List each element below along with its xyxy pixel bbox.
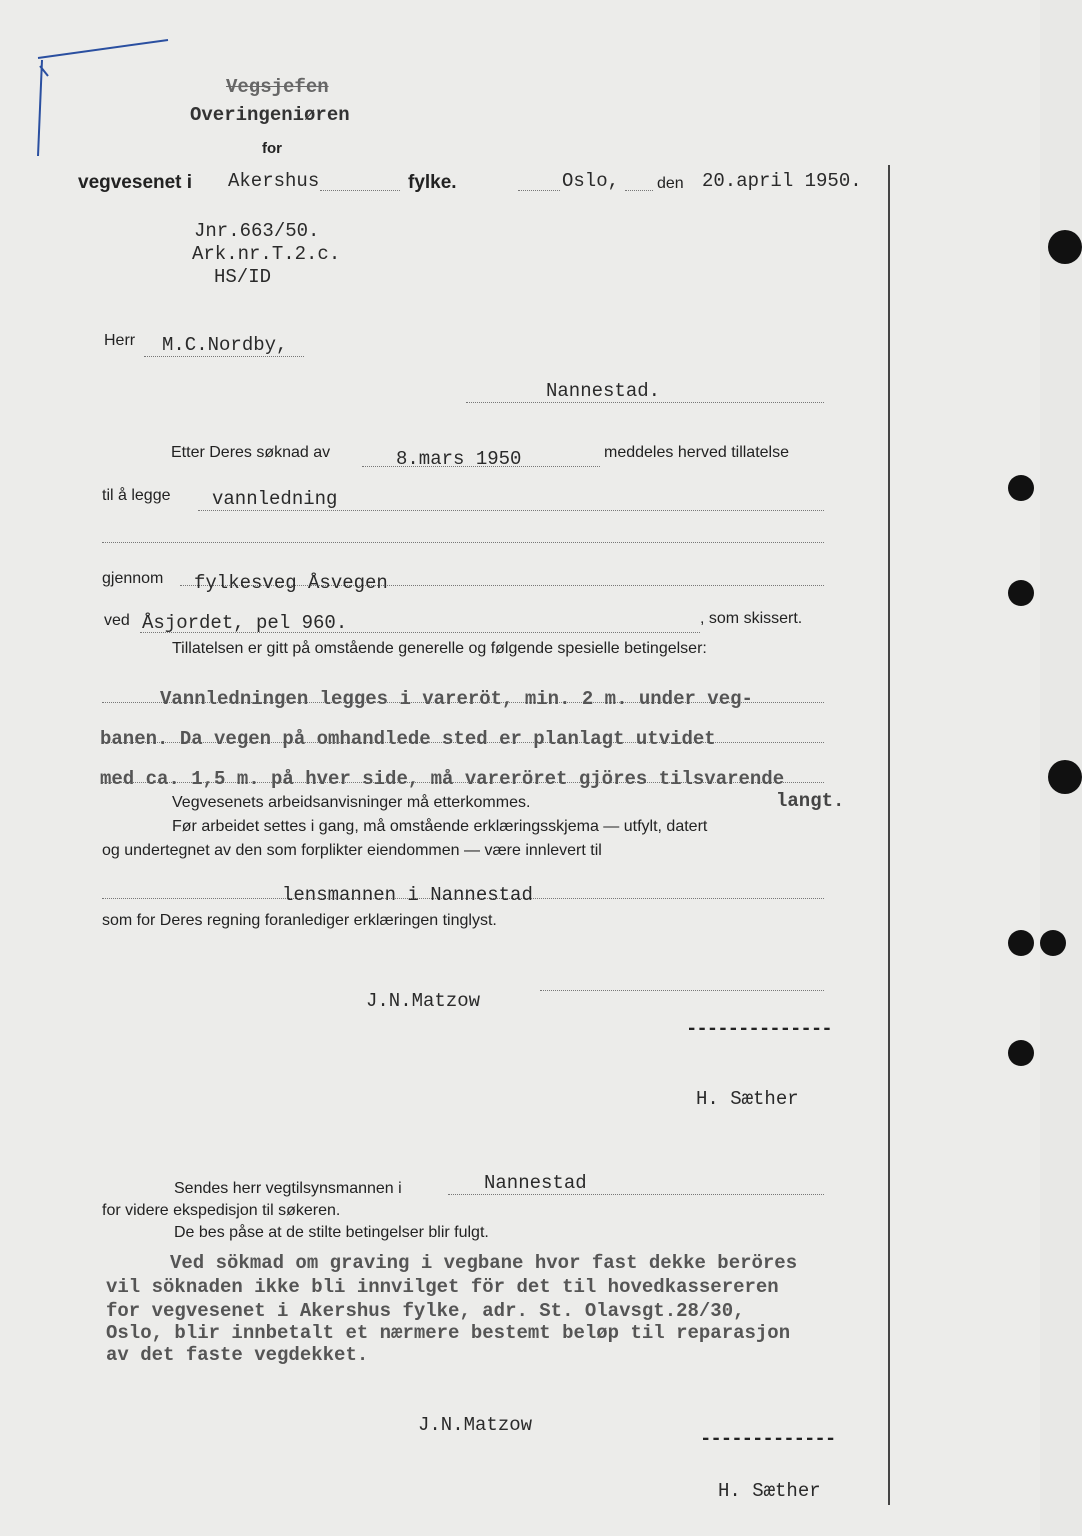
punch-hole-2 — [1008, 580, 1034, 606]
margin-line — [888, 165, 890, 1505]
recipient-place: Nannestad. — [546, 380, 661, 402]
sig1-name: J.N.Matzow — [366, 990, 481, 1012]
gjennom-label: gjennom — [102, 570, 164, 587]
work-dots-2 — [102, 542, 824, 543]
county-dots — [320, 190, 400, 191]
sig1-name2: H. Sæther — [696, 1088, 799, 1110]
district-dots — [448, 1194, 824, 1195]
sig2-dashes: ------------- — [700, 1428, 836, 1450]
place-dots — [518, 190, 560, 191]
meddeles-label: meddeles herved tillatelse — [604, 444, 789, 461]
sig1-dots — [540, 990, 824, 991]
punch-hole-7 — [1048, 760, 1082, 794]
place-dots-2 — [625, 190, 653, 191]
ark-nr: Ark.nr.T.2.c. — [192, 243, 341, 265]
sig2-name2: H. Sæther — [718, 1480, 821, 1502]
punch-hole-5 — [1008, 1040, 1034, 1066]
punch-hole-1 — [1008, 475, 1034, 501]
punch-hole-6 — [1048, 230, 1082, 264]
for-label: for — [262, 140, 282, 157]
sig2-name: J.N.Matzow — [418, 1414, 533, 1436]
county-value: Akershus — [228, 170, 320, 192]
vegvesenet-label: vegvesenet i — [78, 172, 193, 193]
registration: som for Deres regning foranlediger erklæringen tinglyst. — [102, 912, 497, 929]
work-dots — [198, 510, 824, 511]
sendes-label: Sendes herr vegtilsynsmannen i — [174, 1180, 402, 1197]
before-work-2: og undertegnet av den som forplikter eiendommen — være innlevert til — [102, 842, 602, 859]
observe: De bes påse at de stilte betingelser blir fulgt. — [174, 1224, 489, 1241]
district-value: Nannestad — [484, 1172, 587, 1194]
sig1-dashes: -------------- — [686, 1018, 832, 1040]
location-value: Åsjordet, pel 960. — [142, 612, 348, 634]
condition-line-1: Vannledningen legges i vareröt, min. 2 m. under veg- — [160, 688, 753, 710]
etter-label: Etter Deres søknad av — [171, 444, 331, 461]
jnr: Jnr.663/50. — [194, 220, 320, 242]
title-crossed: Vegsjefen — [226, 76, 329, 98]
date-value: 20.april 1950. — [702, 170, 862, 192]
den-label: den — [657, 175, 684, 192]
recipient-name: M.C.Nordby, — [162, 334, 288, 356]
instructions: Vegvesenets arbeidsanvisninger må etterkommes. — [172, 794, 531, 811]
herr-label: Herr — [104, 332, 136, 349]
work-value: vannledning — [212, 488, 338, 510]
title-main: Overingeniøren — [190, 104, 350, 126]
name-dots — [144, 356, 304, 357]
condition-line-4: langt. — [776, 790, 845, 812]
punch-hole-4 — [1040, 930, 1066, 956]
ved-label: ved — [104, 612, 130, 629]
place-value: Oslo, — [562, 170, 620, 192]
place-dots-r — [466, 402, 824, 403]
note-line-3: for vegvesenet i Akershus fylke, adr. St. Olavsgt.28/30, — [106, 1300, 745, 1322]
application-date: 8.mars 1950 — [396, 448, 522, 470]
skissert-label: , som skissert. — [700, 610, 803, 627]
note-line-4: Oslo, blir innbetalt et nærmere bestemt beløp til reparasjon — [106, 1322, 791, 1344]
condition-line-2: banen. Da vegen på omhandlede sted er planlagt utvidet — [100, 728, 716, 750]
pencil-mark-icon — [28, 36, 173, 161]
fylke-label: fylke. — [408, 172, 457, 193]
initials: HS/ID — [214, 266, 272, 288]
authority-value: lensmannen i Nannestad — [282, 884, 533, 906]
note-line-1: Ved sökmad om graving i vegbane hvor fast dekke beröres — [170, 1252, 798, 1274]
expedition: for videre ekspedisjon til søkeren. — [102, 1202, 341, 1219]
before-work-1: Før arbeidet settes i gang, må omstående erklæringsskjema — utfylt, datert — [172, 818, 708, 835]
conditions-intro: Tillatelsen er gitt på omstående generelle og følgende spesielle betingelser: — [172, 640, 707, 657]
note-line-5: av det faste vegdekket. — [106, 1344, 369, 1366]
til-label: til å legge — [102, 487, 171, 504]
punch-hole-3 — [1008, 930, 1034, 956]
note-line-2: vil söknaden ikke bli innvilget för det til hovedkassereren — [106, 1276, 779, 1298]
route-value: fylkesveg Åsvegen — [194, 572, 388, 594]
condition-line-3: med ca. 1,5 m. på hver side, må vareröret gjöres tilsvarende — [100, 768, 785, 790]
